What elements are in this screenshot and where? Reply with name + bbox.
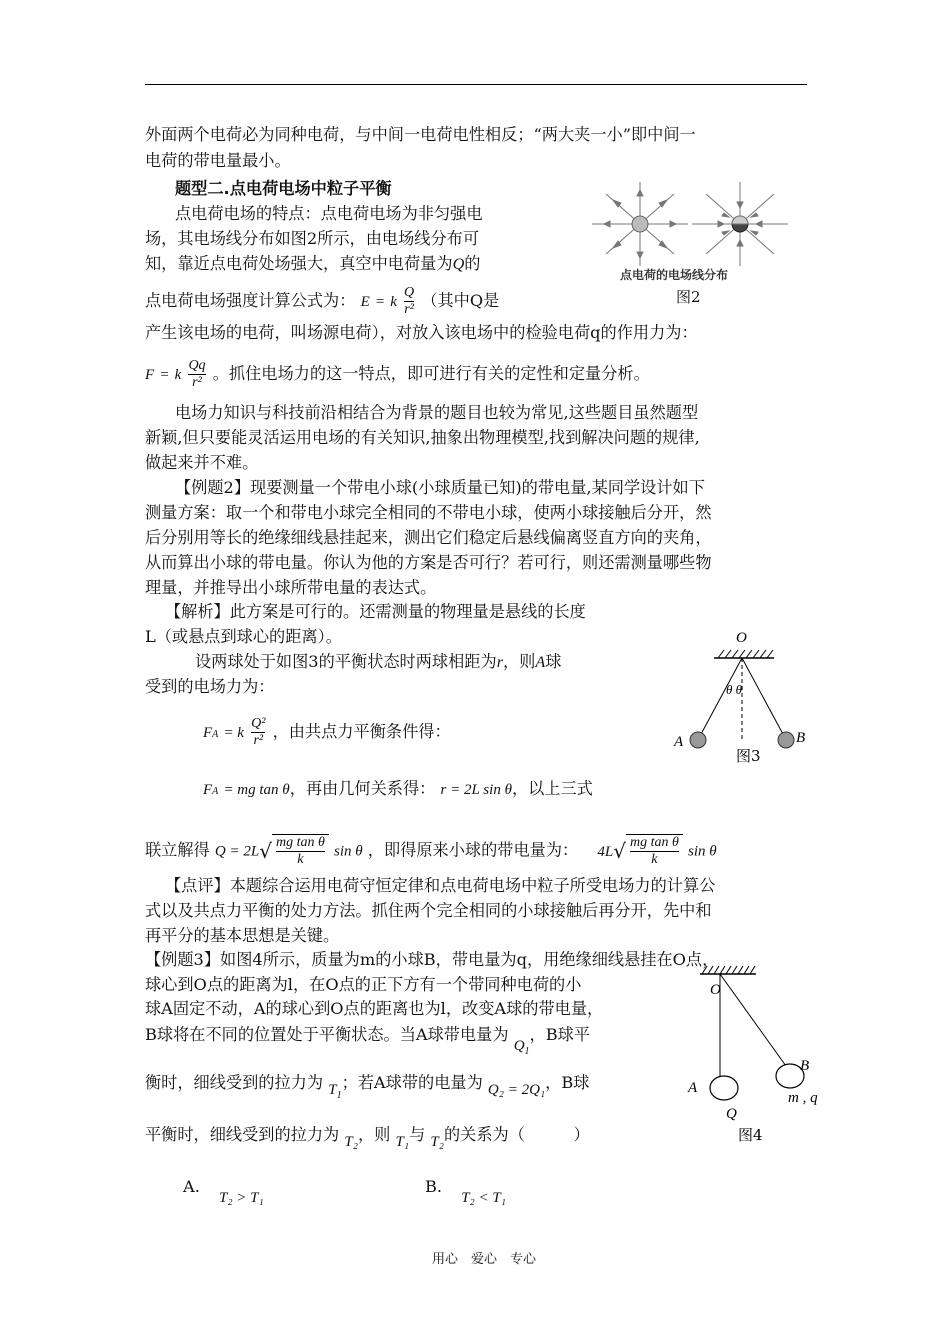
section-p1: 点电荷电场的特点：点电荷电场为非匀强电: [175, 204, 483, 223]
example3-line-5: 衡时，细线受到的拉力为 $T_1$；若A球带的电量为 Q₂ = 2Q₁，B球: [145, 1073, 590, 1101]
figure-4-mq-label: m , q: [788, 1090, 818, 1106]
figure-4-caption: 图4: [738, 1126, 763, 1144]
example2-line-1: 【例题2】现要测量一个带电小球(小球质量已知)的带电量,某同学设计如下: [175, 478, 705, 497]
section-p3: 知，靠近点电荷处场强大，真空中电荷量为Q的: [145, 254, 481, 273]
figure-3-pendulums: [670, 628, 810, 778]
section-p4: 点电荷电场强度计算公式为： E = k $\frac{Q}{\text{r²}}$ （其中Q是: [145, 285, 500, 317]
example3-line-3: 球A固定不动，A的球心到O点的距离也为l，改变A球的带电量，: [145, 999, 604, 1018]
example3-line-4: B球将在不同的位置处于平衡状态。当A球带电量为 $Q_1$，B球平: [145, 1025, 591, 1057]
solution-line-4: 受到的电场力为：: [145, 677, 275, 696]
comment-line-2: 式以及共点力平衡的处力方法。抓住两个完全相同的小球接触后再分开，先中和: [145, 901, 712, 920]
formula-fa-coulomb: FA = k $\frac{\text{Q²}}{\text{r²}}$ ，由共点力平衡条件得：: [203, 716, 451, 748]
figure-3-theta-label: θ θ: [726, 682, 743, 697]
section-p5: 产生该电场的电荷，叫场源电荷），对放入该电场中的检验电荷q的作用力为：: [145, 323, 698, 342]
comment-line-3: 再平分的基本思想是关键。: [145, 926, 340, 945]
header-rule: [145, 84, 807, 85]
figure-3-o-label: O: [736, 630, 747, 646]
example3-line-1: 【例题3】如图4所示，质量为m的小球B，带电量为q，用绝缘细线悬挂在O点，: [145, 950, 719, 969]
section-p2: 场，其电场线分布如图2所示，由电场线分布可: [145, 229, 480, 248]
option-a[interactable]: A. T₂ > T₁: [183, 1177, 264, 1206]
page-footer: 用心 爱心 专心: [432, 1252, 537, 1267]
section-p8: 新颖,但只要能灵活运用电场的有关知识,抽象出物理模型,找到解决问题的规律,: [145, 428, 700, 447]
solution-line-2: L（或悬点到球心的距离）。: [145, 627, 342, 646]
comment-line-1: 【点评】本题综合运用电荷守恒定律和点电荷电场中粒子所受电场力的计算公: [165, 876, 716, 895]
example2-line-2: 测量方案：取一个和带电小球完全相同的不带电小球，使两小球接触后分开，然: [145, 503, 712, 522]
example3-line-2: 球心到O点的距离为l，在O点的正下方有一个带同种电荷的小: [145, 975, 582, 994]
figure-4-q-label: Q: [726, 1106, 737, 1122]
example2-line-3: 后分别用等长的绝缘细线悬挂起来，测出它们稳定后悬线偏离竖直方向的夹角，: [145, 528, 712, 547]
figure-3-a-label: A: [674, 734, 684, 750]
figure-2-label: 点电荷的电场线分布: [620, 268, 729, 282]
section-p9: 做起来并不难。: [145, 453, 259, 472]
intro-line-1: 外面两个电荷必为同种电荷，与中间一电荷电性相反；“两大夹一小”即中间一: [145, 125, 696, 144]
formula-fa-balance: FA = mg tan θ，再由几何关系得： r = 2L sin θ，以上三式: [203, 779, 593, 798]
section-p7: 电场力知识与科技前沿相结合为背景的题目也较为常见,这些题目虽然题型: [175, 403, 699, 422]
example2-line-5: 理量，并推导出小球所带电量的表达式。: [145, 578, 437, 597]
section-heading: 题型二.点电荷电场中粒子平衡: [175, 179, 392, 198]
solution-line-3: 设两球处于如图3的平衡状态时两球相距为r，则A球: [195, 652, 562, 671]
example2-line-4: 从而算出小球的带电量。你认为他的方案是否可行？若可行，则还需测量哪些物: [145, 553, 712, 572]
figure-4-pendulum: [680, 962, 840, 1152]
figure-3-b-label: B: [796, 730, 806, 746]
figure-4-o-label: O: [710, 982, 721, 998]
formula-e: E = k $\frac{Q}{\text{r²}}$: [360, 285, 415, 317]
example3-line-6: 平衡时，细线受到的拉力为 T₂，则 T₁与 T₂的关系为（ ）: [145, 1125, 590, 1150]
section-p6: F = k $\frac{Qq}{\text{r²}}$ 。抓住电场力的这一特点，即可进行有关的定性和定量分析。: [145, 358, 650, 390]
figure-4-b-label: B: [800, 1058, 810, 1074]
formula-f: F = k $\frac{Qq}{\text{r²}}$: [145, 358, 206, 390]
solution-line-1: 【解析】此方案是可行的。还需测量的物理量是悬线的长度: [165, 602, 586, 621]
figure-3-caption: 图3: [736, 747, 761, 765]
intro-line-2: 电荷的带电量最小。: [145, 151, 291, 170]
formula-q-solution: 联立解得 Q = 2L√ $\frac{\text{mg tan θ}}{k}$ sin θ ，即得原来小球的带电量为： 4L√ $\frac{\text{mg tan θ}}{k}$ sin θ: [145, 835, 717, 867]
option-b[interactable]: B. T₂ < T₁: [425, 1177, 506, 1206]
figure-4-a-label: A: [688, 1080, 698, 1096]
figure-2-caption: 图2: [676, 288, 701, 306]
